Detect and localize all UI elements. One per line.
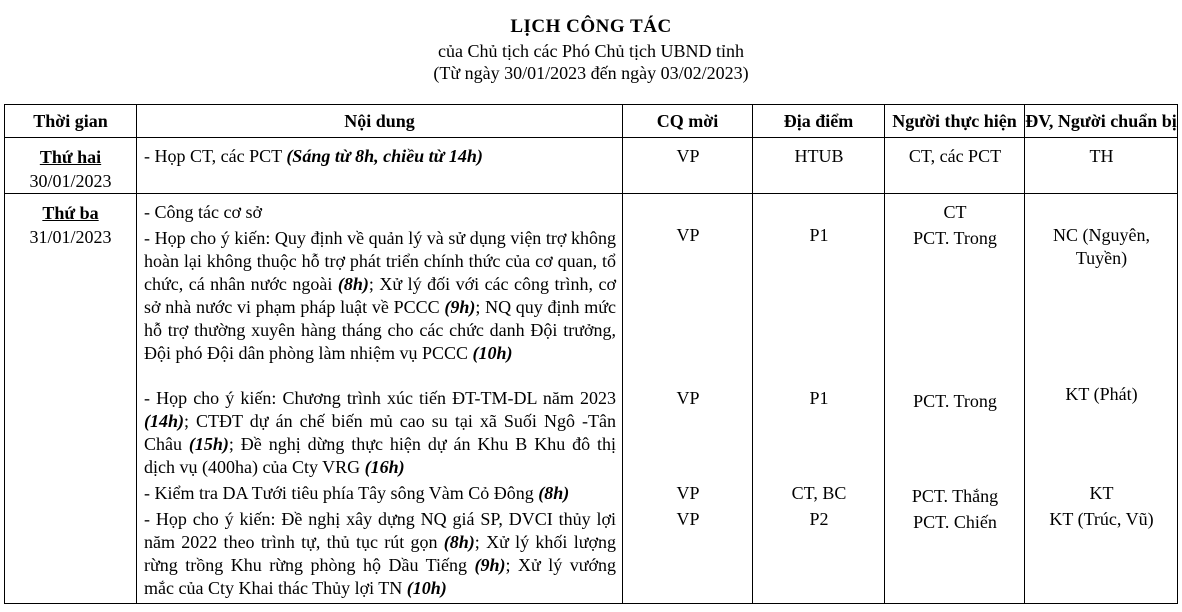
entry-time: (Sáng từ 8h, chiều từ 14h)	[286, 146, 483, 166]
location-value: P2	[809, 509, 829, 529]
location-value: P1	[809, 388, 829, 408]
cq-value: VP	[676, 146, 700, 166]
cq-value: VP	[676, 225, 700, 245]
location-value: HTUB	[794, 146, 844, 166]
col-header-inviting-agency: CQ mời	[623, 105, 753, 138]
document-subtitle: của Chủ tịch các Phó Chủ tịch UBND tỉnh	[438, 41, 744, 61]
performer-value: PCT. Thắng	[911, 486, 999, 506]
preparer-value: KT	[1089, 483, 1114, 503]
document-header	[0, 14, 1182, 84]
preparer-cell	[1025, 194, 1178, 604]
schedule-entry: - Kiểm tra DA Tưới tiêu phía Tây sông Vàm Cỏ Đông (8h)	[144, 483, 570, 503]
col-header-location: Địa điểm	[753, 105, 885, 138]
col-header-time: Thời gian	[5, 105, 137, 138]
schedule-table	[4, 104, 1178, 604]
performer-value: CT, các PCT	[908, 146, 1002, 166]
col-header-preparer: ĐV, Người chuẩn bị	[1025, 105, 1178, 138]
preparer-cell	[1025, 138, 1178, 194]
table-header-row	[5, 105, 1178, 138]
schedule-entry: - Họp cho ý kiến: Đề nghị xây dựng NQ giá SP, DVCI thủy lợi năm 2022 theo trình tự, thủ tục rút gọn (8h); Xử lý khối lượng rừng trồng Khu rừng phòng hộ Dầu Tiếng (9h); Xử lý vướng mắc của Cty Khai thác Thủy lợi TN (10h)	[144, 509, 617, 598]
entry-text: - Họp CT, các PCT	[144, 146, 287, 166]
col-header-content: Nội dung	[137, 105, 623, 138]
table-row	[5, 194, 1178, 604]
cq-value: VP	[676, 483, 700, 503]
day-cell	[5, 138, 137, 194]
schedule-entry	[144, 145, 616, 168]
performer-value: PCT. Trong	[913, 228, 997, 248]
document-title: LỊCH CÔNG TÁC	[510, 16, 672, 37]
performer-value: PCT. Trong	[913, 391, 997, 411]
performer-cell	[885, 138, 1025, 194]
cq-cell	[623, 194, 753, 604]
day-name: Thứ ba	[42, 203, 99, 223]
cq-cell	[623, 138, 753, 194]
table-row	[5, 138, 1178, 194]
preparer-value: TH	[1089, 146, 1114, 166]
performer-value: CT	[943, 202, 967, 222]
day-date: 30/01/2023	[29, 171, 112, 191]
cq-value: VP	[676, 388, 700, 408]
cq-value: VP	[676, 509, 700, 529]
schedule-entry: - Công tác cơ sở	[144, 202, 263, 222]
preparer-value: KT (Trúc, Vũ)	[1049, 509, 1154, 529]
day-cell	[5, 194, 137, 604]
schedule-entry: - Họp cho ý kiến: Chương trình xúc tiến ĐT-TM-DL năm 2023 (14h); CTĐT dự án chế biến mủ cao su tại xã Suối Ngô -Tân Châu (15h); Đề nghị dừng thực hiện dự án Khu B Khu đô thị dịch vụ (400ha) của Cty VRG (16h)	[144, 388, 617, 477]
content-cell	[137, 194, 623, 604]
performer-cell	[885, 194, 1025, 604]
location-value: P1	[809, 225, 829, 245]
performer-value: PCT. Chiến	[913, 512, 997, 532]
day-name: Thứ hai	[39, 147, 102, 167]
preparer-value: NC (Nguyên, Tuyền)	[1053, 225, 1150, 268]
schedule-entry: - Họp cho ý kiến: Quy định về quản lý và sử dụng viện trợ không hoàn lại không thuộc hỗ trợ phát triển chính thức của cơ quan, tổ chức, cá nhân nước ngoài (8h); Xử lý đối với các công trình, cơ sở nhà nước vi phạm pháp luật về PCCC (9h); NQ quy định mức hỗ trợ thường xuyên hàng tháng cho các chức danh Đội trưởng, Đội phó Đội dân phòng làm nhiệm vụ PCCC (10h)	[144, 228, 617, 363]
col-header-performer: Người thực hiện	[885, 105, 1025, 138]
day-date: 31/01/2023	[29, 227, 112, 247]
preparer-value: KT (Phát)	[1065, 384, 1138, 404]
location-cell	[753, 194, 885, 604]
content-cell	[137, 138, 623, 194]
location-cell	[753, 138, 885, 194]
date-range: (Từ ngày 30/01/2023 đến ngày 03/02/2023)	[433, 63, 749, 83]
location-value: CT, BC	[791, 483, 847, 503]
